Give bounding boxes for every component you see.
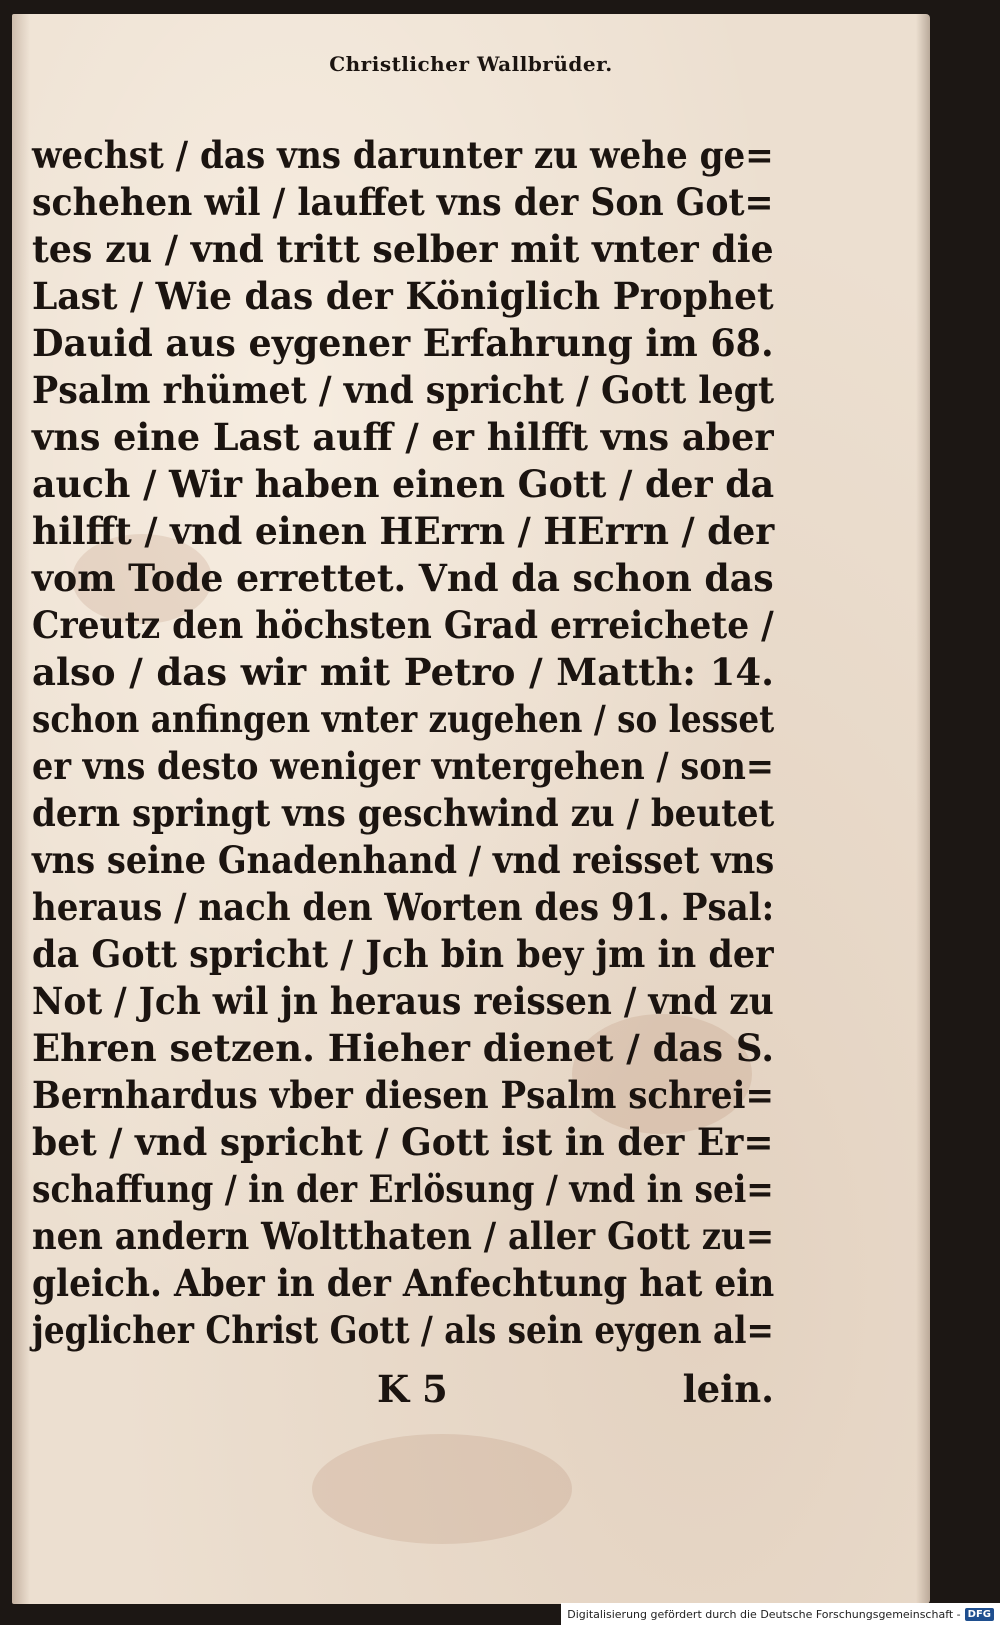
text-line: schon anfingen vnter zugehen / so lesset <box>32 697 775 741</box>
text-line: vns seine Gnadenhand / vnd reisset vns <box>32 838 775 882</box>
text-line: schehen wil / lauffet vns der Son Got= <box>32 180 774 224</box>
text-line: jeglicher Christ Gott / als sein eygen al= <box>32 1308 774 1352</box>
text-line: heraus / nach den Worten des 91. Psal: <box>32 885 775 929</box>
paper-stain <box>312 1434 572 1544</box>
text-line: gleich. Aber in der Anfechtung hat ein <box>32 1261 775 1305</box>
text-line: hilfft / vnd einen HErrn / HErrn / der <box>32 509 775 553</box>
text-line: Bernhardus vber diesen Psalm schrei= <box>32 1073 775 1117</box>
dfg-logo: DFG <box>965 1608 994 1621</box>
text-line: Psalm rhümet / vnd spricht / Gott legt <box>32 368 775 412</box>
text-line: Not / Jch wil jn heraus reissen / vnd zu <box>32 979 774 1023</box>
text-line: Ehren setzen. Hieher dienet / das S. <box>32 1026 775 1070</box>
text-line: da Gott spricht / Jch bin bey jm in der <box>32 932 774 976</box>
text-line: auch / Wir haben einen Gott / der da <box>32 462 775 506</box>
page-footer <box>32 1366 774 1413</box>
book-page <box>12 14 930 1604</box>
text-line: tes zu / vnd tritt selber mit vnter die <box>32 227 774 271</box>
text-line: Last / Wie das der Königlich Prophet <box>32 274 774 318</box>
text-line: wechst / das vns darunter zu wehe ge= <box>32 133 774 177</box>
text-line: Dauid aus eygener Erfahrung im 68. <box>32 321 774 365</box>
catchword: lein. <box>682 1367 774 1411</box>
text-line: nen andern Woltthaten / aller Gott zu= <box>32 1214 775 1258</box>
text-line: vns eine Last auff / er hilfft vns aber <box>32 415 774 459</box>
text-line: vom Tode errettet. Vnd da schon das <box>32 556 774 600</box>
credit-text: Digitalisierung gefördert durch die Deutsche Forschungsgemeinschaft - <box>567 1607 961 1621</box>
text-line: schaffung / in der Erlösung / vnd in sei= <box>32 1167 774 1211</box>
running-head: Christlicher Wallbrüder. <box>329 52 613 76</box>
digitization-credit <box>561 1603 1000 1625</box>
body-text <box>32 132 774 1354</box>
text-line: bet / vnd spricht / Gott ist in der Er= <box>32 1120 774 1164</box>
text-line: er vns desto weniger vntergehen / son= <box>32 744 775 788</box>
text-line: Creutz den höchsten Grad erreichete / <box>32 603 774 647</box>
text-line: dern springt vns geschwind zu / beutet <box>32 791 775 835</box>
text-line: also / das wir mit Petro / Matth: 14. <box>32 650 774 694</box>
signature-mark: K 5 <box>377 1367 448 1411</box>
